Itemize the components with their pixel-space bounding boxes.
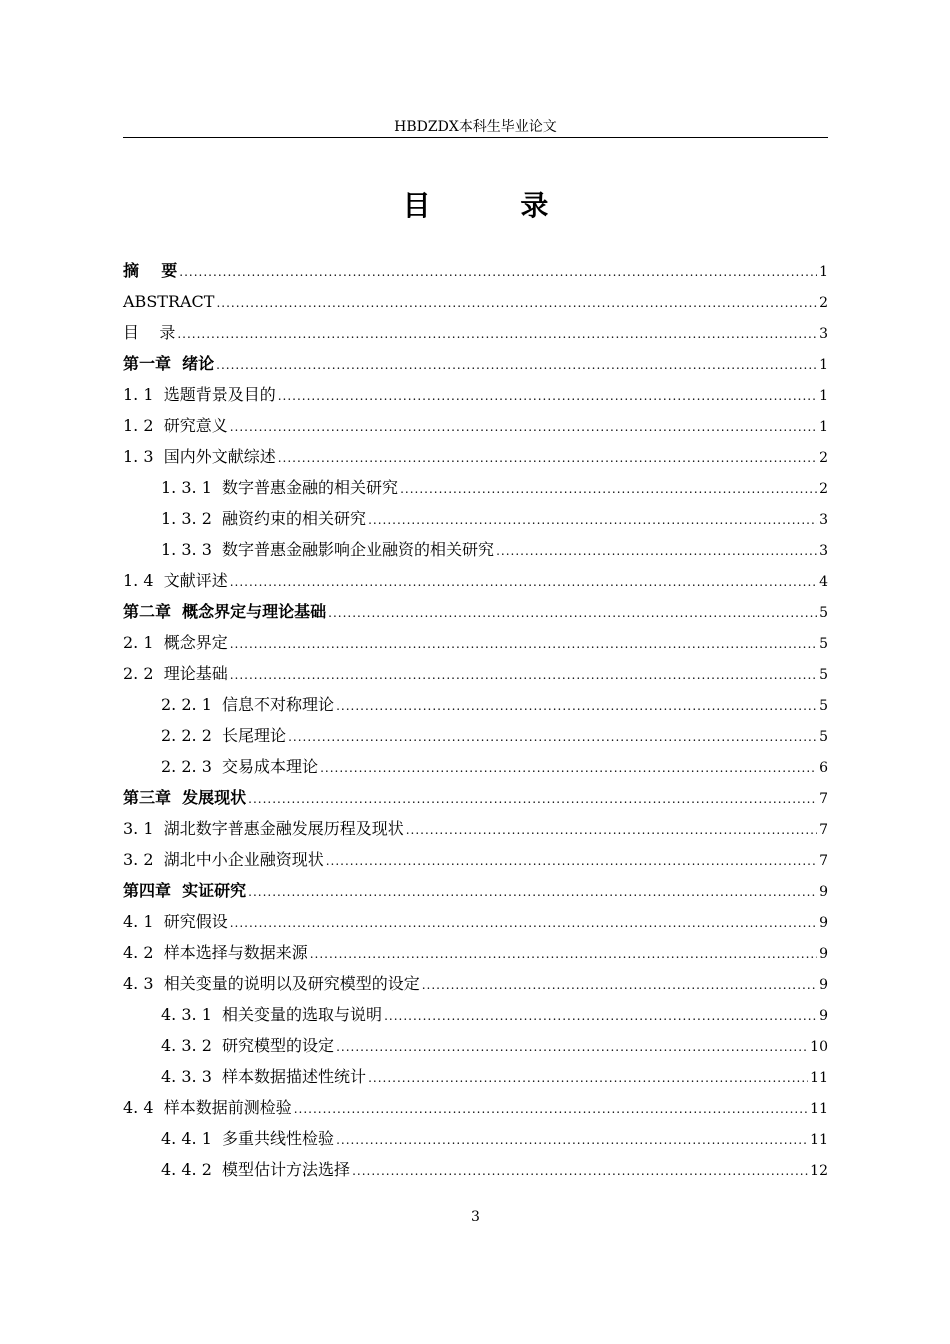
toc-entry-label: 2. 2. 1 信息不对称理论 <box>161 695 335 714</box>
toc-entry-page: 3 <box>819 512 828 528</box>
toc-entry-page: 9 <box>819 1008 828 1024</box>
toc-leader-dots <box>230 567 817 598</box>
toc-entry-page: 6 <box>819 760 828 776</box>
toc-entry-page: 11 <box>810 1132 828 1148</box>
toc-entry[interactable] <box>123 1092 828 1123</box>
toc-entry[interactable] <box>123 1030 828 1061</box>
toc-entry[interactable] <box>123 348 828 379</box>
toc-entry[interactable] <box>123 534 828 565</box>
toc-entry-label: 1. 2 研究意义 <box>123 416 228 435</box>
toc-leader-dots <box>406 815 817 846</box>
toc-entry-page: 1 <box>819 264 828 280</box>
toc-entry-label: 4. 3 相关变量的说明以及研究模型的设定 <box>123 974 420 993</box>
toc-entry-page: 12 <box>810 1163 828 1179</box>
toc-entry-page: 9 <box>819 946 828 962</box>
toc-entry-label: 3. 2 湖北中小企业融资现状 <box>123 850 324 869</box>
toc-entry-page: 9 <box>819 915 828 931</box>
toc-entry[interactable] <box>123 627 828 658</box>
toc-entry-label: 目 录 <box>123 323 176 342</box>
toc-leader-dots <box>278 443 817 474</box>
toc-leader-dots <box>230 412 817 443</box>
toc-entry-page: 10 <box>810 1039 828 1055</box>
toc-entry-label: 1. 1 选题背景及目的 <box>123 385 276 404</box>
table-of-contents <box>123 255 828 1185</box>
toc-entry[interactable] <box>123 286 828 317</box>
toc-entry[interactable] <box>123 875 828 906</box>
toc-entry-page: 5 <box>819 605 828 621</box>
toc-entry-label: 4. 3. 2 研究模型的设定 <box>161 1036 335 1055</box>
toc-entry[interactable] <box>123 317 828 348</box>
toc-entry-label: 摘 要 <box>123 261 178 280</box>
toc-leader-dots <box>384 1001 817 1032</box>
toc-entry-label: 2. 2 理论基础 <box>123 664 228 683</box>
toc-entry-page: 11 <box>810 1070 828 1086</box>
toc-entry-label: 4. 1 研究假设 <box>123 912 228 931</box>
toc-entry-label: 2. 1 概念界定 <box>123 633 228 652</box>
toc-entry-label: 第二章 概念界定与理论基础 <box>123 602 327 621</box>
toc-leader-dots <box>496 536 817 567</box>
toc-entry-label: 1. 3. 1 数字普惠金融的相关研究 <box>161 478 399 497</box>
toc-entry-label: 第一章 绪论 <box>123 354 215 373</box>
toc-entry[interactable] <box>123 689 828 720</box>
toc-leader-dots <box>368 1063 808 1094</box>
toc-entry-label: 1. 3. 2 融资约束的相关研究 <box>161 509 367 528</box>
toc-entry[interactable] <box>123 906 828 937</box>
toc-entry-label: 2. 2. 2 长尾理论 <box>161 726 287 745</box>
toc-leader-dots <box>328 598 817 629</box>
header-rule <box>123 137 828 138</box>
page-header: HBDZDX本科生毕业论文 <box>394 119 557 135</box>
toc-leader-dots <box>177 319 817 350</box>
toc-leader-dots <box>278 381 817 412</box>
toc-entry[interactable] <box>123 937 828 968</box>
toc-entry[interactable] <box>123 441 828 472</box>
toc-leader-dots <box>230 908 817 939</box>
toc-entry-page: 1 <box>819 419 828 435</box>
toc-entry-page: 2 <box>819 481 828 497</box>
toc-entry-page: 5 <box>819 667 828 683</box>
toc-entry[interactable] <box>123 658 828 689</box>
toc-entry-label: 4. 3. 3 样本数据描述性统计 <box>161 1067 367 1086</box>
toc-entry-label: 1. 3 国内外文献综述 <box>123 447 276 466</box>
toc-leader-dots <box>288 722 817 753</box>
toc-leader-dots <box>400 474 817 505</box>
toc-leader-dots <box>248 784 817 815</box>
toc-entry-label: 4. 2 样本选择与数据来源 <box>123 943 308 962</box>
toc-entry-label: 4. 3. 1 相关变量的选取与说明 <box>161 1005 383 1024</box>
toc-leader-dots <box>422 970 817 1001</box>
page-number: 3 <box>471 1209 480 1225</box>
toc-entry-page: 2 <box>819 295 828 311</box>
toc-entry[interactable] <box>123 596 828 627</box>
toc-title: 目 录 <box>402 189 589 222</box>
toc-entry[interactable] <box>123 410 828 441</box>
toc-entry[interactable] <box>123 782 828 813</box>
toc-entry-label: 4. 4. 1 多重共线性检验 <box>161 1129 335 1148</box>
toc-entry-page: 5 <box>819 698 828 714</box>
toc-leader-dots <box>179 257 817 288</box>
toc-leader-dots <box>336 691 817 722</box>
toc-entry[interactable] <box>123 255 828 286</box>
toc-entry-label: ABSTRACT <box>123 292 215 311</box>
toc-entry-page: 7 <box>819 853 828 869</box>
toc-entry-label: 第三章 发展现状 <box>123 788 247 807</box>
toc-entry-page: 3 <box>819 543 828 559</box>
toc-entry-label: 第四章 实证研究 <box>123 881 247 900</box>
toc-entry[interactable] <box>123 813 828 844</box>
toc-entry-page: 1 <box>819 357 828 373</box>
toc-entry[interactable] <box>123 720 828 751</box>
toc-entry-page: 4 <box>819 574 828 590</box>
toc-entry-page: 9 <box>819 977 828 993</box>
toc-entry[interactable] <box>123 565 828 596</box>
toc-entry-page: 5 <box>819 729 828 745</box>
toc-entry-label: 1. 3. 3 数字普惠金融影响企业融资的相关研究 <box>161 540 495 559</box>
toc-entry[interactable] <box>123 379 828 410</box>
toc-leader-dots <box>294 1094 808 1125</box>
toc-entry[interactable] <box>123 1154 828 1185</box>
toc-entry-label: 1. 4 文献评述 <box>123 571 228 590</box>
toc-entry-label: 4. 4 样本数据前测检验 <box>123 1098 292 1117</box>
toc-entry-page: 7 <box>819 791 828 807</box>
toc-entry[interactable] <box>123 472 828 503</box>
toc-entry-page: 2 <box>819 450 828 466</box>
toc-entry-page: 5 <box>819 636 828 652</box>
toc-entry-label: 3. 1 湖北数字普惠金融发展历程及现状 <box>123 819 404 838</box>
toc-leader-dots <box>336 1125 808 1156</box>
toc-leader-dots <box>216 350 817 381</box>
toc-entry-label: 2. 2. 3 交易成本理论 <box>161 757 319 776</box>
toc-entry[interactable] <box>123 999 828 1030</box>
toc-entry-page: 3 <box>819 326 828 342</box>
toc-leader-dots <box>368 505 817 536</box>
toc-leader-dots <box>248 877 817 908</box>
toc-leader-dots <box>326 846 817 877</box>
toc-entry[interactable] <box>123 844 828 875</box>
toc-entry[interactable] <box>123 1123 828 1154</box>
toc-leader-dots <box>216 288 817 319</box>
toc-leader-dots <box>320 753 817 784</box>
toc-leader-dots <box>310 939 817 970</box>
toc-leader-dots <box>352 1156 808 1187</box>
toc-entry[interactable] <box>123 503 828 534</box>
toc-leader-dots <box>230 629 817 660</box>
toc-entry-page: 11 <box>810 1101 828 1117</box>
toc-entry-page: 7 <box>819 822 828 838</box>
toc-entry[interactable] <box>123 1061 828 1092</box>
toc-leader-dots <box>336 1032 808 1063</box>
toc-entry-page: 1 <box>819 388 828 404</box>
toc-leader-dots <box>230 660 817 691</box>
toc-entry[interactable] <box>123 751 828 782</box>
toc-entry[interactable] <box>123 968 828 999</box>
toc-entry-page: 9 <box>819 884 828 900</box>
toc-entry-label: 4. 4. 2 模型估计方法选择 <box>161 1160 351 1179</box>
